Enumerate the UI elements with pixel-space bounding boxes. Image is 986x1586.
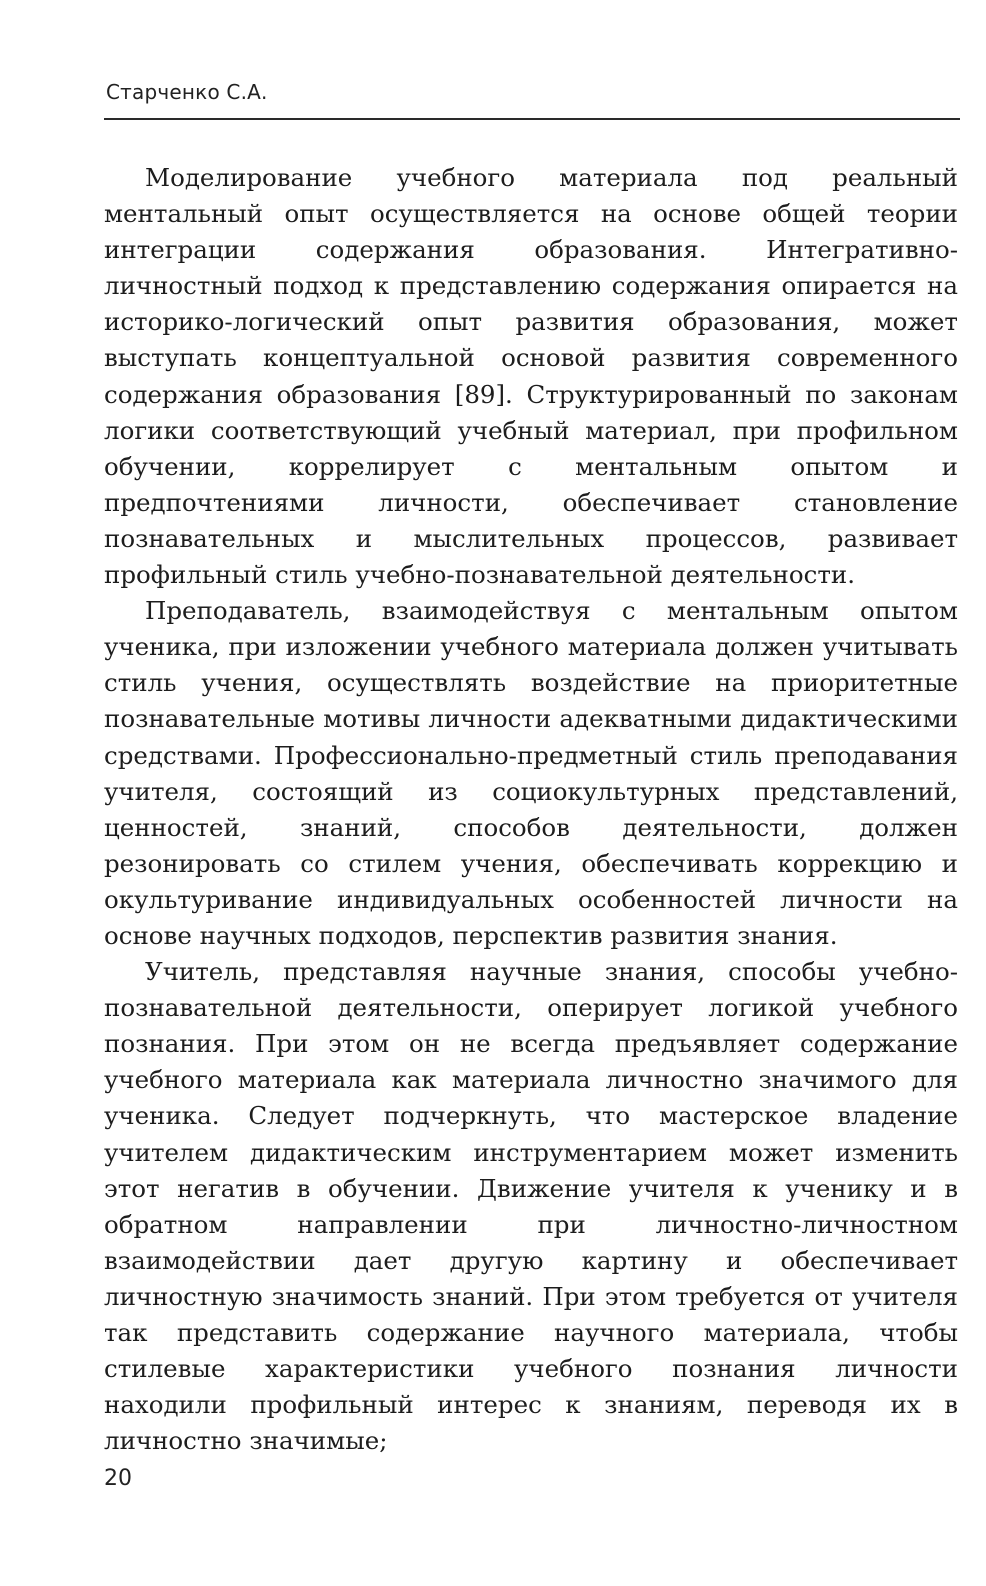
running-header: Старченко С.А. — [106, 80, 268, 104]
page-number: 20 — [104, 1466, 132, 1491]
header-divider — [104, 118, 960, 120]
body-text — [104, 160, 958, 1459]
paragraph-1: Моделирование учебного материала под реальный ментальный опыт осуществляется на основе общей теории интеграции содержания образования. Интегративно-личностный подход к представлению содержания опирается на историко-логический опыт развития образования, может выступать концептуальной основой развития современного содержания образования [89]. Структурированный по законам логики соответствующий учебный материал, при профильном обучении, коррелирует с ментальным опытом и предпочтениями личности, обеспечивает становление познавательных и мыслительных процессов, развивает профильный стиль учебно-познавательной деятельности. — [104, 163, 958, 590]
paragraph-2: Преподаватель, взаимодействуя с ментальным опытом ученика, при изложении учебного материала должен учитывать стиль учения, осуществлять воздействие на приоритетные познавательные мотивы личности адекватными дидактическими средствами. Профессионально-предметный стиль преподавания учителя, состоящий из социокультурных представлений, ценностей, знаний, способов деятельности, должен резонировать со стилем учения, обеспечивать коррекцию и окультуривание индивидуальных особенностей личности на основе научных подходов, перспектив развития знания. — [104, 596, 958, 950]
paragraph-3: Учитель, представляя научные знания, способы учебно-познавательной деятельности, оперирует логикой учебного познания. При этом он не всегда предъявляет содержание учебного материала как материала личностно значимого для ученика. Следует подчеркнуть, что мастерское владение учителем дидактическим инструментарием может изменить этот негатив в обучении. Движение учителя к ученику и в обратном направлении при личностно-личностном взаимодействии дает другую картину и обеспечивает личностную значимость знаний. При этом требуется от учителя так представить содержание научного материала, чтобы стилевые характеристики учебного познания личности находили профильный интерес к знаниям, переводя их в личностно значимые; — [104, 957, 958, 1456]
